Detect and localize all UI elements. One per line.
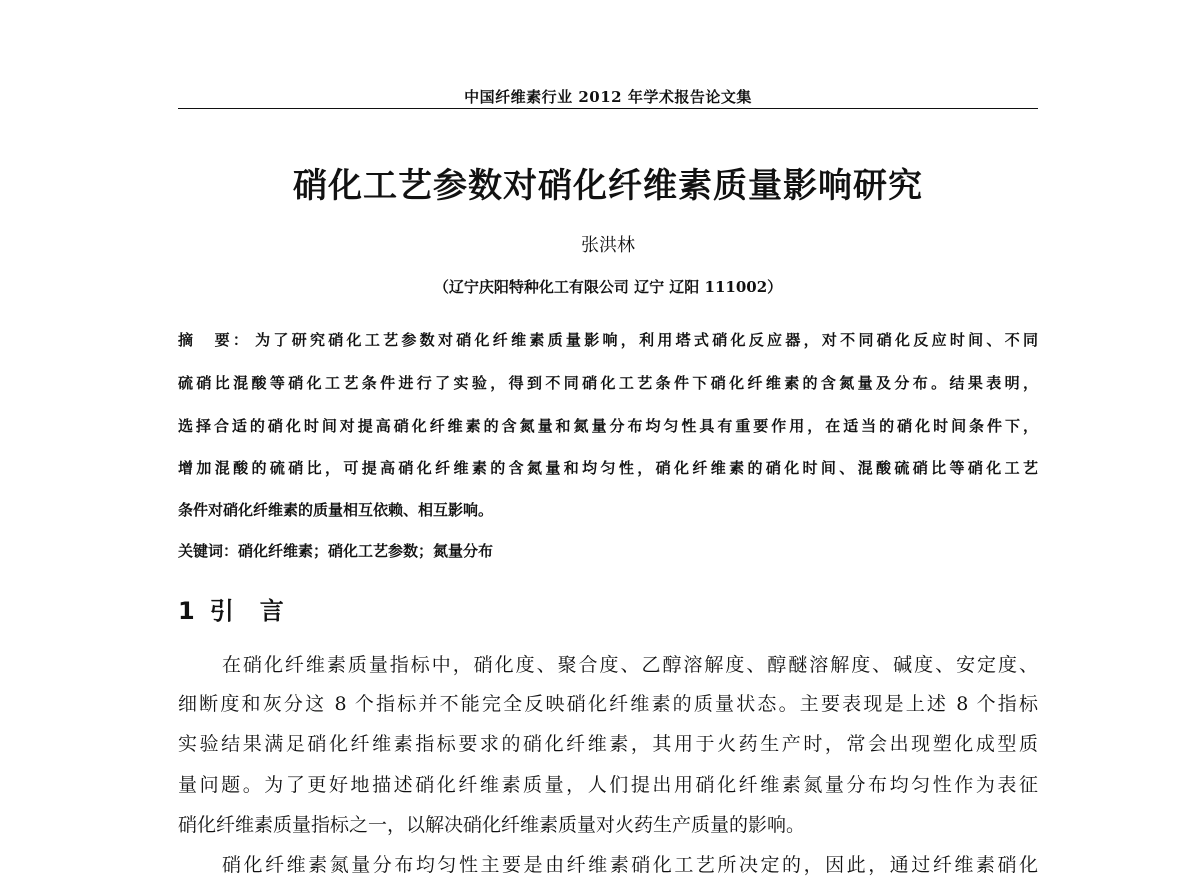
body-text-line: 实验结果满足硝化纤维素指标要求的硝化纤维素，其用于火药生产时，常会出现塑化成型质 xyxy=(178,733,1038,755)
running-header: 中国纤维素行业 2012 年学术报告论文集 xyxy=(464,88,752,106)
section-number: 1 xyxy=(178,597,196,625)
body-text-line: 硝化纤维素质量指标之一，以解决硝化纤维素质量对火药生产质量的影响。 xyxy=(178,814,806,836)
abstract-line: 硫硝比混酸等硝化工艺条件进行了实验，得到不同硝化工艺条件下硝化纤维素的含氮量及分布。结果表明， xyxy=(178,374,1038,392)
section-heading xyxy=(178,591,285,626)
body-text-line: 在硝化纤维素质量指标中，硝化度、聚合度、乙醇溶解度、醇醚溶解度、碱度、安定度、 xyxy=(222,654,1038,676)
abstract-line: 选择合适的硝化时间对提高硝化纤维素的含氮量和氮量分布均匀性具有重要作用，在适当的硝化时间条件下， xyxy=(178,417,1038,435)
abstract-line: 条件对硝化纤维素的质量相互依赖、相互影响。 xyxy=(178,501,494,519)
body-text-line: 硝化纤维素氮量分布均匀性主要是由纤维素硝化工艺所决定的，因此，通过纤维素硝化 xyxy=(222,854,1038,876)
author-name: 张洪林 xyxy=(581,235,635,256)
body-text-line: 细断度和灰分这 8 个指标并不能完全反映硝化纤维素的质量状态。主要表现是上述 8 个指标 xyxy=(178,693,1038,715)
keywords-text: 硝化纤维素；硝化工艺参数；氮量分布 xyxy=(238,542,494,560)
keywords xyxy=(178,540,493,561)
header-rule xyxy=(178,108,1038,109)
section-title: 引 言 xyxy=(209,597,285,625)
abstract-label: 摘 要： xyxy=(178,331,252,349)
abstract-line xyxy=(178,329,1038,350)
abstract-text: 为了研究硝化工艺参数对硝化纤维素质量影响，利用塔式硝化反应器，对不同硝化反应时间、不同 xyxy=(255,331,1038,349)
keywords-label: 关键词： xyxy=(178,542,239,560)
paper-title: 硝化工艺参数对硝化纤维素质量影响研究 xyxy=(293,166,923,206)
body-text-line: 量问题。为了更好地描述硝化纤维素质量，人们提出用硝化纤维素氮量分布均匀性作为表征 xyxy=(178,774,1038,796)
author-affiliation: （辽宁庆阳特种化工有限公司 辽宁 辽阳 111002） xyxy=(433,278,783,296)
abstract-line: 增加混酸的硫硝比，可提高硝化纤维素的含氮量和均匀性，硝化纤维素的硝化时间、混酸硫硝比等硝化工艺 xyxy=(178,459,1038,477)
